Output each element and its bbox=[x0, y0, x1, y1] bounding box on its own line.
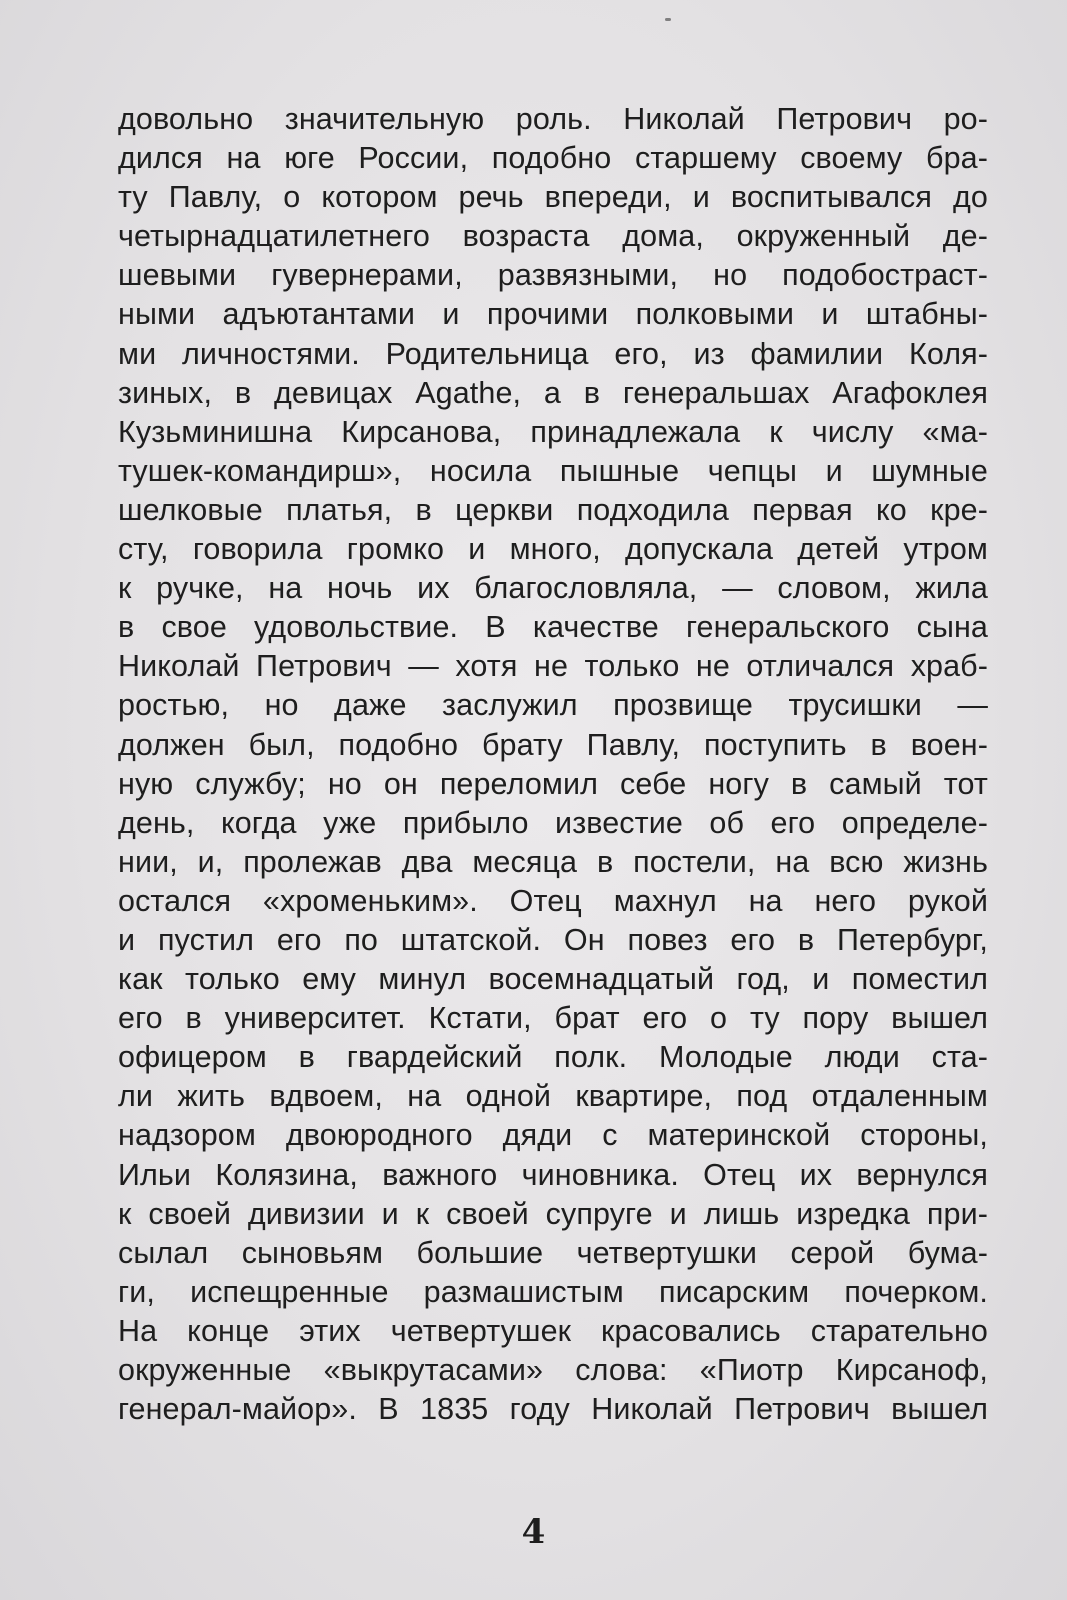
text-line: генерал-майор». В 1835 году Николай Петрович вышел bbox=[118, 1392, 988, 1427]
page-number: 4 bbox=[521, 1512, 546, 1552]
text-line: должен был, подобно брату Павлу, поступить в воен- bbox=[118, 727, 988, 762]
text-line: дился на юге России, подобно старшему своему бра- bbox=[118, 141, 988, 176]
text-line: его в университет. Кстати, брат его о ту пору вышел bbox=[118, 1001, 988, 1036]
text-line: окруженные «выкрутасами» слова: «Пиотр Кирсаноф, bbox=[118, 1353, 988, 1387]
body-text bbox=[118, 100, 988, 1429]
text-line: к своей дивизии и к своей супруге и лишь изредка при- bbox=[118, 1196, 988, 1231]
text-line: ными адъютантами и прочими полковыми и штабны- bbox=[118, 297, 988, 332]
text-line: сту, говорила громко и много, допускала детей утром bbox=[118, 532, 988, 567]
text-line: и пустил его по штатской. Он повез его в Петербург, bbox=[118, 922, 988, 957]
text-line: Николай Петрович — хотя не только не отличался храб- bbox=[118, 649, 988, 684]
text-line: офицером в гвардейский полк. Молодые люди ста- bbox=[118, 1040, 988, 1075]
print-speck bbox=[665, 18, 671, 21]
text-line: как только ему минул восемнадцатый год, и поместил bbox=[118, 962, 988, 997]
text-line: шевыми гувернерами, развязными, но подобостраст- bbox=[118, 258, 988, 293]
text-line: Ильи Колязина, важного чиновника. Отец их вернулся bbox=[118, 1157, 988, 1192]
text-line: ли жить вдвоем, на одной квартире, под отдаленным bbox=[118, 1079, 988, 1114]
text-line: в свое удовольствие. В качестве генеральского сына bbox=[118, 610, 988, 645]
text-line: сылал сыновьям большие четвертушки серой бума- bbox=[118, 1235, 988, 1270]
text-line: к ручке, на ночь их благословляла, — словом, жила bbox=[118, 571, 988, 606]
text-line: ную службу; но он переломил себе ногу в самый тот bbox=[118, 766, 988, 801]
text-line: тушек-командирш», носила пышные чепцы и шумные bbox=[118, 453, 988, 488]
text-line: нии, и, пролежав два месяца в постели, на всю жизнь bbox=[118, 844, 988, 879]
text-line: день, когда уже прибыло известие об его определе- bbox=[118, 805, 988, 840]
text-line: ростью, но даже заслужил прозвище трусишки — bbox=[118, 688, 988, 723]
text-line: зиных, в девицах Agathe, а в генеральшах Агафоклея bbox=[118, 375, 988, 410]
text-line: На конце этих четвертушек красовались старательно bbox=[118, 1313, 988, 1348]
text-line: остался «хроменьким». Отец махнул на него рукой bbox=[118, 883, 988, 918]
text-line: надзором двоюродного дяди с материнской стороны, bbox=[118, 1118, 988, 1153]
text-line: Кузьминишна Кирсанова, принадлежала к числу «ма- bbox=[118, 414, 988, 449]
text-line: шелковые платья, в церкви подходила первая ко кре- bbox=[118, 492, 988, 527]
text-line: четырнадцатилетнего возраста дома, окруженный де- bbox=[118, 219, 988, 254]
text-line: ту Павлу, о котором речь впереди, и воспитывался до bbox=[118, 180, 988, 215]
text-line: довольно значительную роль. Николай Петрович ро- bbox=[118, 102, 988, 136]
text-line: ги, испещренные размашистым писарским почерком. bbox=[118, 1274, 988, 1309]
text-line: ми личностями. Родительница его, из фамилии Коля- bbox=[118, 336, 988, 371]
